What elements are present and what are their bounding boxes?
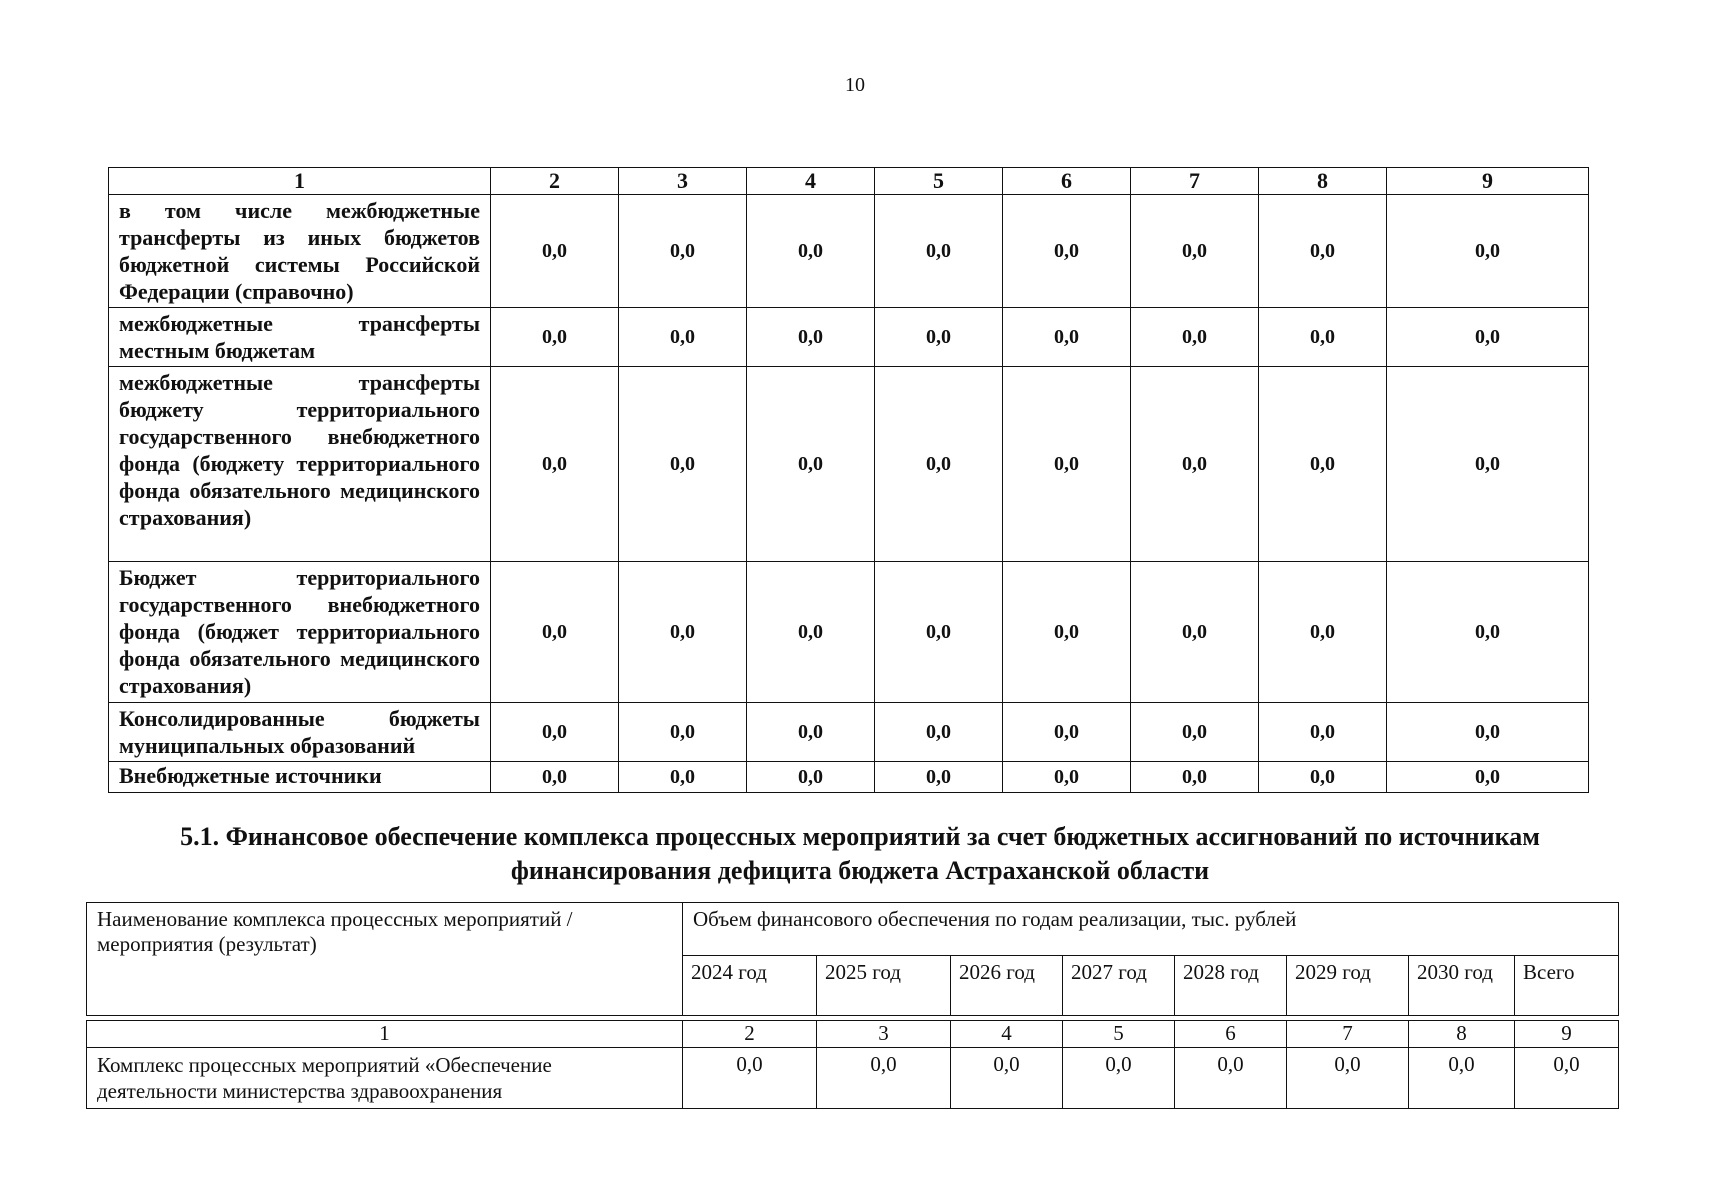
row-label: межбюджетные трансферты бюджету территориального государственного внебюджетного фонда (бюджету территориального фонда обязательного медицинского страхования) <box>109 367 491 562</box>
cell-value: 0,0 <box>1131 367 1259 562</box>
year-header: 2026 год <box>951 956 1063 1016</box>
header-row <box>87 903 1619 956</box>
column-number-row <box>87 1021 1619 1048</box>
cell-value: 0,0 <box>875 703 1003 762</box>
cell-value: 0,0 <box>1259 367 1387 562</box>
row-label: Комплекс процессных мероприятий «Обеспечение деятельности министерства здравоохранения <box>87 1048 683 1109</box>
cell-value: 0,0 <box>1175 1048 1287 1109</box>
cell-value: 0,0 <box>1387 762 1589 793</box>
row-label: межбюджетные трансферты местным бюджетам <box>109 308 491 367</box>
cell-value: 0,0 <box>619 195 747 308</box>
cell-value: 0,0 <box>1259 703 1387 762</box>
page-number: 10 <box>845 74 865 96</box>
table-row <box>109 308 1589 367</box>
cell-value: 0,0 <box>1387 703 1589 762</box>
row-label: Внебюджетные источники <box>109 762 491 793</box>
cell-value: 0,0 <box>1259 308 1387 367</box>
cell-value: 0,0 <box>619 367 747 562</box>
column-number: 4 <box>951 1021 1063 1048</box>
cell-value: 0,0 <box>491 703 619 762</box>
year-header: 2030 год <box>1409 956 1515 1016</box>
table-row <box>109 562 1589 703</box>
year-header: 2028 год <box>1175 956 1287 1016</box>
cell-value: 0,0 <box>1003 195 1131 308</box>
cell-value: 0,0 <box>747 762 875 793</box>
column-number: 8 <box>1259 168 1387 195</box>
cell-value: 0,0 <box>619 762 747 793</box>
cell-value: 0,0 <box>1259 762 1387 793</box>
column-number: 2 <box>683 1021 817 1048</box>
name-header: Наименование комплекса процессных мероприятий / мероприятия (результат) <box>87 903 683 1016</box>
cell-value: 0,0 <box>1131 562 1259 703</box>
column-number-row <box>109 168 1589 195</box>
cell-value: 0,0 <box>491 195 619 308</box>
year-header: 2025 год <box>817 956 951 1016</box>
cell-value: 0,0 <box>491 762 619 793</box>
table-row <box>109 367 1589 562</box>
cell-value: 0,0 <box>619 703 747 762</box>
cell-value: 0,0 <box>875 762 1003 793</box>
cell-value: 0,0 <box>1003 308 1131 367</box>
cell-value: 0,0 <box>1515 1048 1619 1109</box>
column-number: 7 <box>1131 168 1259 195</box>
column-number: 3 <box>817 1021 951 1048</box>
row-label: Консолидированные бюджеты муниципальных образований <box>109 703 491 762</box>
cell-value: 0,0 <box>1131 762 1259 793</box>
volume-header: Объем финансового обеспечения по годам реализации, тыс. рублей <box>683 903 1619 956</box>
column-number: 9 <box>1387 168 1589 195</box>
cell-value: 0,0 <box>1003 762 1131 793</box>
section-title-line: финансирования дефицита бюджета Астраханской области <box>510 856 1210 885</box>
section-title <box>120 820 1600 888</box>
column-number: 8 <box>1409 1021 1515 1048</box>
cell-value: 0,0 <box>747 195 875 308</box>
cell-value: 0,0 <box>1387 308 1589 367</box>
year-header: 2027 год <box>1063 956 1175 1016</box>
column-number: 1 <box>87 1021 683 1048</box>
section-title-line: 5.1. Финансовое обеспечение комплекса процессных мероприятий за счет бюджетных ассигнований по источникам <box>180 822 1540 851</box>
cell-value: 0,0 <box>1287 1048 1409 1109</box>
cell-value: 0,0 <box>491 367 619 562</box>
cell-value: 0,0 <box>1131 195 1259 308</box>
row-label: Бюджет территориального государственного внебюджетного фонда (бюджет территориального фонда обязательного медицинского страхования) <box>109 562 491 703</box>
cell-value: 0,0 <box>1409 1048 1515 1109</box>
column-number: 7 <box>1287 1021 1409 1048</box>
table-row <box>87 1048 1619 1109</box>
cell-value: 0,0 <box>1387 367 1589 562</box>
column-number: 5 <box>875 168 1003 195</box>
row-label: в том числе межбюджетные трансферты из иных бюджетов бюджетной системы Российской Федерации (справочно) <box>109 195 491 308</box>
cell-value: 0,0 <box>619 562 747 703</box>
cell-value: 0,0 <box>875 195 1003 308</box>
column-number: 1 <box>109 168 491 195</box>
cell-value: 0,0 <box>1131 308 1259 367</box>
cell-value: 0,0 <box>875 562 1003 703</box>
cell-value: 0,0 <box>1259 195 1387 308</box>
column-number: 6 <box>1175 1021 1287 1048</box>
budget-table <box>108 167 1589 793</box>
column-number: 6 <box>1003 168 1131 195</box>
cell-value: 0,0 <box>951 1048 1063 1109</box>
column-number: 2 <box>491 168 619 195</box>
cell-value: 0,0 <box>1003 367 1131 562</box>
year-header: Всего <box>1515 956 1619 1016</box>
cell-value: 0,0 <box>747 703 875 762</box>
cell-value: 0,0 <box>1063 1048 1175 1109</box>
cell-value: 0,0 <box>619 308 747 367</box>
cell-value: 0,0 <box>683 1048 817 1109</box>
cell-value: 0,0 <box>747 308 875 367</box>
cell-value: 0,0 <box>1387 195 1589 308</box>
cell-value: 0,0 <box>1259 562 1387 703</box>
cell-value: 0,0 <box>747 562 875 703</box>
financing-table <box>86 902 1619 1109</box>
column-number: 5 <box>1063 1021 1175 1048</box>
table-row <box>109 195 1589 308</box>
cell-value: 0,0 <box>1003 562 1131 703</box>
cell-value: 0,0 <box>1131 703 1259 762</box>
table-row <box>109 703 1589 762</box>
cell-value: 0,0 <box>491 562 619 703</box>
column-number: 3 <box>619 168 747 195</box>
column-number: 9 <box>1515 1021 1619 1048</box>
cell-value: 0,0 <box>875 308 1003 367</box>
cell-value: 0,0 <box>1003 703 1131 762</box>
cell-value: 0,0 <box>747 367 875 562</box>
cell-value: 0,0 <box>491 308 619 367</box>
cell-value: 0,0 <box>1387 562 1589 703</box>
column-number: 4 <box>747 168 875 195</box>
table-row <box>109 762 1589 793</box>
year-header: 2024 год <box>683 956 817 1016</box>
cell-value: 0,0 <box>875 367 1003 562</box>
cell-value: 0,0 <box>817 1048 951 1109</box>
year-header: 2029 год <box>1287 956 1409 1016</box>
